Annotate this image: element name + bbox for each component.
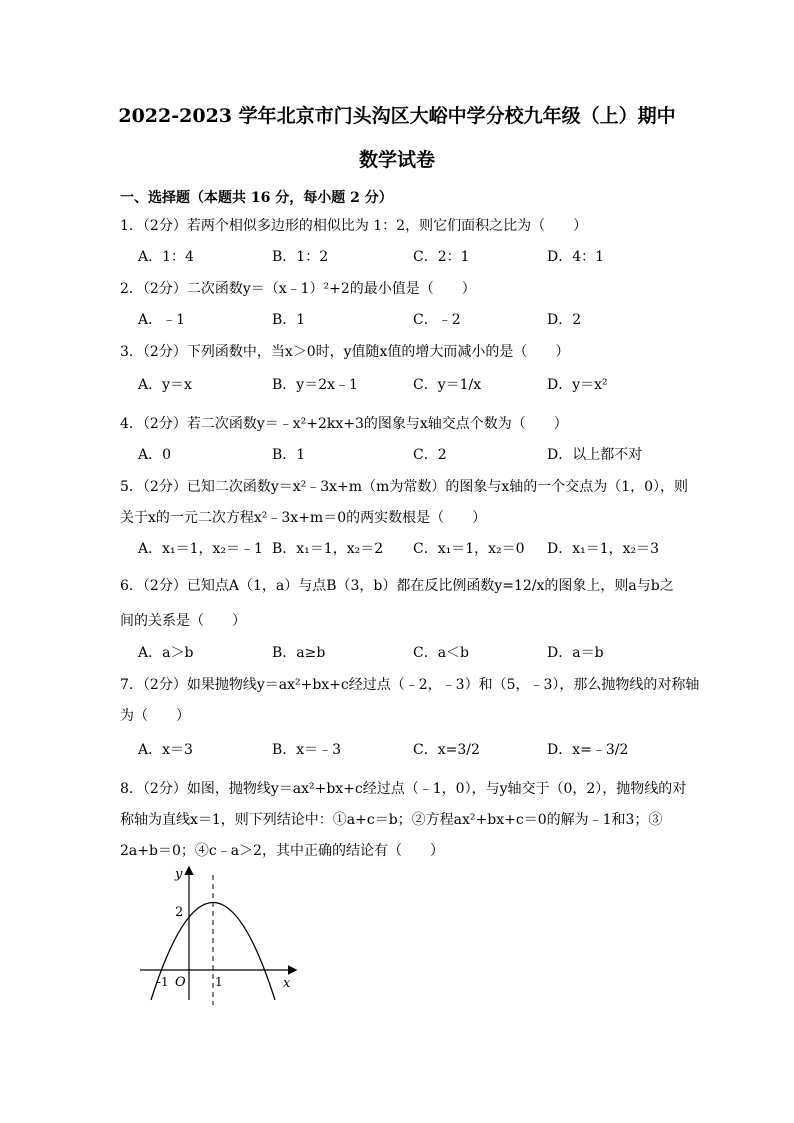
option-b: B．y＝2x﹣1 (272, 377, 358, 393)
paper-title-line2: 数学试卷 (358, 149, 435, 171)
option-b: B．1 (272, 447, 306, 463)
question-text-line1: （2分）已知点A（1，a）与点B（3，b）都在反比例函数y=12/x的图象上，则a与b之 (142, 578, 674, 594)
question-number: 2． (120, 281, 143, 297)
option-a: A．x₁＝1，x₂＝﹣1 (138, 541, 263, 557)
question-text: （2分）二次函数y＝（x﹣1）²+2的最小值是（ ） (142, 281, 476, 297)
option-d: D．a＝b (547, 645, 604, 661)
option-a: A．﹣1 (138, 312, 186, 328)
question-text: （2分）若两个相似多边形的相似比为 1：2，则它们面积之比为（ ） (142, 218, 588, 234)
option-d: D．y＝x² (547, 377, 608, 393)
question-6-continued (120, 611, 680, 631)
option-b: B．x＝﹣3 (272, 742, 342, 758)
option-b: B．1：2 (272, 249, 329, 265)
question-number: 8． (120, 781, 143, 797)
option-b: B．x₁＝1，x₂＝2 (272, 541, 384, 557)
question-text-line1: （2分）如图，抛物线y＝ax²+bx+c经过点（﹣1，0），与y轴交于（0，2），抛物线的对 (142, 781, 687, 797)
question-text-line2: 关于x的一元二次方程x²﹣3x+m＝0的两实数根是（ ） (120, 510, 487, 526)
question-text-line3: 2a+b＝0；④c﹣a＞2，其中正确的结论有（ ） (120, 843, 444, 859)
question-number: 4． (120, 416, 143, 432)
question-6-options (120, 643, 680, 663)
x-axis-label: x (283, 976, 291, 991)
question-text: （2分）若二次函数y＝﹣x²+2kx+3的图象与x轴交点个数为（ ） (142, 416, 568, 432)
question-text-line2: 为（ ） (120, 708, 190, 724)
question-5-options (120, 539, 680, 559)
question-text-line2: 称轴为直线x＝1，则下列结论中：①a+c＝b；②方程ax²+bx+c＝0的解为﹣1和3；③ (120, 812, 663, 828)
question-text-line2: 间的关系是（ ） (120, 613, 246, 629)
question-3 (120, 342, 680, 362)
option-d: D．x=﹣3/2 (547, 742, 629, 758)
option-d: D．4：1 (547, 249, 605, 265)
option-c: C．﹣2 (413, 312, 461, 328)
question-text-line1: （2分）已知二次函数y＝x²﹣3x+m（m为常数）的图象与x轴的一个交点为（1，0），则 (142, 479, 689, 495)
option-a: A．0 (138, 447, 172, 463)
origin-label: O (175, 975, 186, 990)
option-d: D．x₁＝1，x₂＝3 (547, 541, 660, 557)
y-axis-label: y (175, 867, 183, 882)
section-heading: 一、选择题（本题共 16 分，每小题 2 分） (120, 190, 393, 206)
option-d: D．2 (547, 312, 582, 328)
one-label: 1 (215, 975, 223, 989)
question-text-line1: （2分）如果抛物线y＝ax²+bx+c经过点（﹣2，﹣3）和（5，﹣3），那么抛物线的对称轴 (142, 677, 700, 693)
option-a: A．1：4 (138, 249, 194, 265)
question-2 (120, 279, 680, 299)
question-4-options (120, 445, 680, 465)
question-7-continued (120, 706, 680, 726)
option-c: C．2 (413, 447, 447, 463)
option-c: C．2：1 (413, 249, 470, 265)
option-b: B．1 (272, 312, 306, 328)
question-5-continued (120, 508, 680, 528)
option-b: B．a≥b (272, 645, 326, 661)
parabola-figure (135, 860, 305, 1010)
question-number: 6． (120, 578, 143, 594)
question-8 (120, 779, 687, 799)
option-a: A．a＞b (138, 645, 194, 661)
question-1 (120, 216, 680, 236)
option-c: C．y＝1/x (413, 377, 482, 393)
question-1-options (120, 247, 680, 267)
question-6 (120, 576, 680, 596)
question-number: 1． (120, 218, 143, 234)
question-text: （2分）下列函数中，当x＞0时，y值随x值的增大而减小的是（ ） (142, 344, 570, 360)
option-c: C．a＜b (413, 645, 470, 661)
question-4 (120, 414, 680, 434)
question-5 (120, 477, 689, 497)
option-d: D．以上都不对 (547, 447, 643, 463)
option-c: C．x=3/2 (413, 742, 480, 758)
question-7 (120, 675, 700, 695)
option-c: C．x₁＝1，x₂＝0 (413, 541, 525, 557)
neg-one-label: -1 (157, 975, 169, 989)
option-a: A．x＝3 (138, 742, 193, 758)
paper-title-line1: 2022-2023 学年北京市门头沟区大峪中学分校九年级（上）期中 (118, 105, 676, 127)
question-number: 3． (120, 344, 143, 360)
question-8-continued-1 (120, 810, 680, 830)
two-label: 2 (175, 905, 184, 920)
question-number: 5． (120, 479, 143, 495)
question-number: 7． (120, 677, 143, 693)
question-7-options (120, 740, 680, 760)
question-3-options (120, 375, 680, 395)
option-a: A．y＝x (138, 377, 192, 393)
question-8-continued-2 (120, 841, 680, 861)
question-2-options (120, 310, 680, 330)
